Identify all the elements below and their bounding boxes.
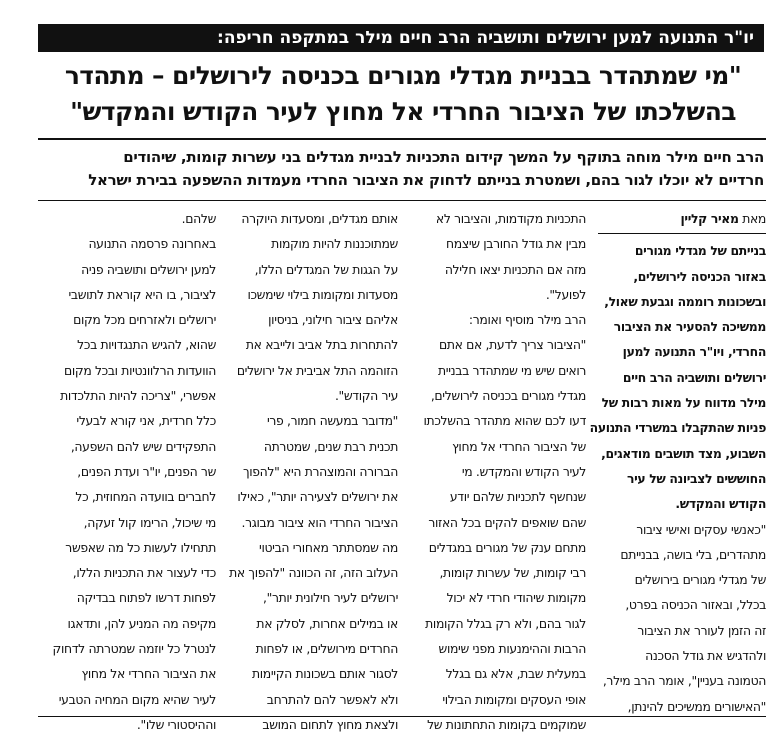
text-line: אותם מגדלים, ומסעדות היוקרה bbox=[241, 211, 398, 226]
byline bbox=[598, 206, 766, 231]
text-line: תתחילו לעשות כל מה שאפשר bbox=[65, 539, 216, 555]
article-column-4 bbox=[36, 206, 216, 732]
text-line: מקיפה מה המניע להן, ותדאגו bbox=[67, 615, 216, 631]
text-line: העלוב הזה, זה הכוונה "להפוך את bbox=[229, 565, 398, 581]
column-2-text bbox=[408, 206, 586, 737]
text-line: "כאנשי עסקים ואישי ציבור bbox=[636, 521, 766, 537]
column-3-text bbox=[222, 206, 398, 737]
text-line: הציבור החרדי הוא ציבור מבוגר. bbox=[241, 514, 398, 530]
text-line: במעלית שבת, אלא גם בגלל bbox=[445, 666, 586, 682]
text-line: לפועל". bbox=[545, 286, 586, 302]
text-line: רואים שיש מי שמתהדר בבניית bbox=[438, 362, 586, 378]
text-line: מתהדרים, בלי בושה, בבנייתם bbox=[620, 546, 766, 562]
text-line: זה הזמן לעורר את הציבור bbox=[637, 622, 766, 638]
text-line: אליהם ציבור חילוני, בניסיון bbox=[268, 312, 398, 328]
text-line: שלהם. bbox=[181, 211, 216, 226]
headline-line: בהשלכתו של הציבור החרדי אל מחוץ לעיר הקודש והמקדש" bbox=[70, 97, 736, 126]
text-line: למען ירושלים ותושביה פניה bbox=[81, 261, 216, 277]
text-line: הטמונה בעניין", אומר הרב מילר, bbox=[602, 673, 766, 689]
text-line: ירושלים ותושביה הרב חיים bbox=[622, 369, 766, 385]
text-line: שר הפנים, יו"ר ועדת הפנים, bbox=[77, 463, 216, 479]
text-line: מסעדות ומקומות בילוי שימשכו bbox=[247, 286, 398, 302]
byline-prefix: מאת bbox=[742, 211, 766, 226]
text-line: שמוקמים בקומות התחתונות של bbox=[427, 716, 586, 732]
text-line: התפקידים שיש להם השפעה, bbox=[70, 438, 216, 454]
text-line: החרדים מירושלים, או לפחות bbox=[255, 641, 398, 657]
text-line: שנחשף לתכניות שלהם יודע bbox=[449, 489, 586, 505]
text-line: שהם שואפים להקים בכל האזור bbox=[428, 514, 586, 530]
text-line: שהוא, להגיש התנגדויות בכל bbox=[77, 337, 216, 353]
text-line: מגדלי מגורים בכניסה לירושלים, bbox=[430, 388, 586, 404]
text-line: מילר מדווח על מאות רבות של bbox=[601, 395, 766, 411]
text-line: בנייתם של מגדלי מגורים bbox=[634, 243, 766, 259]
article-column-2 bbox=[408, 206, 586, 732]
text-line: התכניות מקודמות, והציבור לא bbox=[435, 211, 586, 226]
text-line: לפחות דרשו לפתוח בבדיקה bbox=[76, 590, 216, 606]
text-line: את הציבור החרדי אל מחוץ bbox=[81, 666, 216, 682]
kicker-banner: יו"ר התנועה למען ירושלים ותושביה הרב חיים מילר במתקפה חריפה: bbox=[38, 24, 764, 52]
text-line: מה שמסתתר מאחורי הביטוי bbox=[259, 539, 398, 555]
text-line: פניות שהתקבלו במשרדי התנועה bbox=[589, 420, 766, 436]
text-line: על הגגות של המגדלים הללו, bbox=[254, 261, 398, 277]
column-4-text bbox=[36, 206, 216, 737]
text-line: מבין את גודל החורבן שיצמח bbox=[446, 236, 586, 252]
text-line: ירושלים ולאזרחים מכל מקום bbox=[73, 312, 216, 328]
text-line: של הציבור החרדי אל מחוץ bbox=[452, 438, 586, 454]
text-line: הוועדות הרלוונטיות ובכל מקום bbox=[63, 362, 216, 378]
text-line: כדי לעצור את התכניות הללו, bbox=[72, 565, 216, 581]
headline bbox=[40, 58, 766, 130]
headline-line: "מי שמתהדר בבניית מגדלי מגורים בכניסה לירושלים – מתהדר bbox=[64, 61, 742, 90]
text-line: עיר הקודש". bbox=[334, 388, 398, 404]
text-line: של מגדלי מגורים בירושלים bbox=[634, 572, 766, 588]
column-1-text bbox=[589, 238, 766, 719]
text-line: "מדובר במעשה חמור, פרי bbox=[266, 413, 398, 429]
text-line: ובשכונות רוממה וגבעת שאול, bbox=[604, 293, 766, 309]
text-line: לסגור אותם בשכונות הקיימות bbox=[251, 666, 398, 682]
text-line: לגור בהם, ולא רק בגלל הקומות bbox=[425, 615, 586, 631]
text-line: לעיר שהיא מקום המחיה הטבעי bbox=[58, 691, 216, 707]
subheadline-line: הרב חיים מילר מוחה בתוקף על המשך קידום התכניות לבניית מגדלים בני עשרות קומות, שיהודים bbox=[123, 148, 764, 166]
text-line: רבי קומות, של עשרות קומות, bbox=[439, 565, 586, 581]
text-line: שמתוכננות להיות מוקמות bbox=[271, 236, 398, 252]
text-line: "הציבור צריך לדעת, אם אתם bbox=[438, 337, 586, 353]
article-column-1 bbox=[589, 206, 766, 714]
text-line: באזור הכניסה לירושלים, bbox=[633, 268, 766, 284]
article-column-3 bbox=[222, 206, 398, 732]
text-line: את ירושלים לצעירה יותר", כאילו bbox=[237, 489, 398, 505]
text-line: ולצאת מחוץ לתחום המושב bbox=[262, 716, 398, 732]
text-line: "האישורים ממשיכים להינתן, bbox=[627, 698, 766, 714]
text-line: מקומות שיהודי חרדי לא יכול bbox=[446, 590, 586, 606]
text-line: לחברים בוועדה המחוזית, כל bbox=[75, 489, 216, 505]
text-line: מזה אם התכניות יצאו חלילה bbox=[444, 261, 586, 277]
text-line: וההיסטורי שלו". bbox=[136, 716, 216, 732]
text-line: באחרונה פרסמה התנועה bbox=[88, 236, 216, 252]
text-line: כלל חרדית, אני קורא לבעלי bbox=[76, 413, 216, 429]
text-line: דעו לכם שהוא מתהדר בהשלכתו bbox=[423, 413, 586, 429]
text-line: אפשרי, "צריכה להיות התלכדות bbox=[60, 388, 216, 404]
text-line: או במילים אחרות, לסלק את bbox=[256, 615, 398, 631]
text-line: ממשיכה להסעיר את הציבור bbox=[613, 319, 766, 335]
text-line: ולא לאפשר להם להתרחב bbox=[266, 691, 398, 707]
text-line: להתחרות בתל אביב ולייבא את bbox=[245, 337, 398, 353]
text-line: הרבות וההימנעות מפני שימוש bbox=[438, 641, 586, 657]
text-line: הברורה והמוצהרת היא "להפוך bbox=[242, 463, 398, 479]
text-line: מתחם ענק של מגורים במגדלים bbox=[428, 539, 586, 555]
subheadline-line: חרדיים לא יוכלו לגור בהם, ושמטרת בנייתם לדחוק את הציבור החרדי מעמדות ההשפעה בבירת ישראל bbox=[88, 171, 764, 189]
text-line: השבוע, מצד תושבים מודאגים, bbox=[601, 445, 766, 461]
text-line: הרב מילר מוסיף ואומר: bbox=[468, 312, 586, 328]
text-line: החוששים לצביונה של עיר bbox=[626, 470, 766, 486]
text-line: ולהדגיש את גודל הסכנה bbox=[645, 648, 766, 664]
byline-divider bbox=[598, 233, 766, 234]
text-line: הקודש והמקדש. bbox=[675, 496, 766, 512]
text-line: מי שיכול, הרימו קול זעקה, bbox=[83, 514, 216, 530]
text-line: לנטרל כל יוזמה שמטרתה לדחוק bbox=[52, 641, 216, 657]
subheadline-divider bbox=[38, 200, 766, 201]
text-line: לעיר הקודש והמקדש. מי bbox=[461, 463, 586, 479]
headline-divider bbox=[38, 138, 766, 140]
text-line: הזוהמה התל אביבית אל ירושלים bbox=[236, 362, 398, 378]
text-line: תכנית רבת שנים, שמטרתה bbox=[263, 438, 398, 454]
text-line: ירושלים לעיר חילונית יותר", bbox=[263, 590, 398, 606]
subheadline bbox=[40, 146, 764, 192]
bottom-divider bbox=[38, 716, 766, 717]
text-line: אופי העסקים ומקומות הבילוי bbox=[442, 691, 586, 707]
text-line: החרדי, ויו"ר התנועה למען bbox=[622, 344, 766, 360]
text-line: לציבור, בו היא קוראת לתושבי bbox=[68, 286, 216, 302]
text-line: בכלל, ובאזור הכניסה בפרט, bbox=[625, 597, 766, 613]
byline-author: מאיר קליין bbox=[680, 211, 739, 226]
